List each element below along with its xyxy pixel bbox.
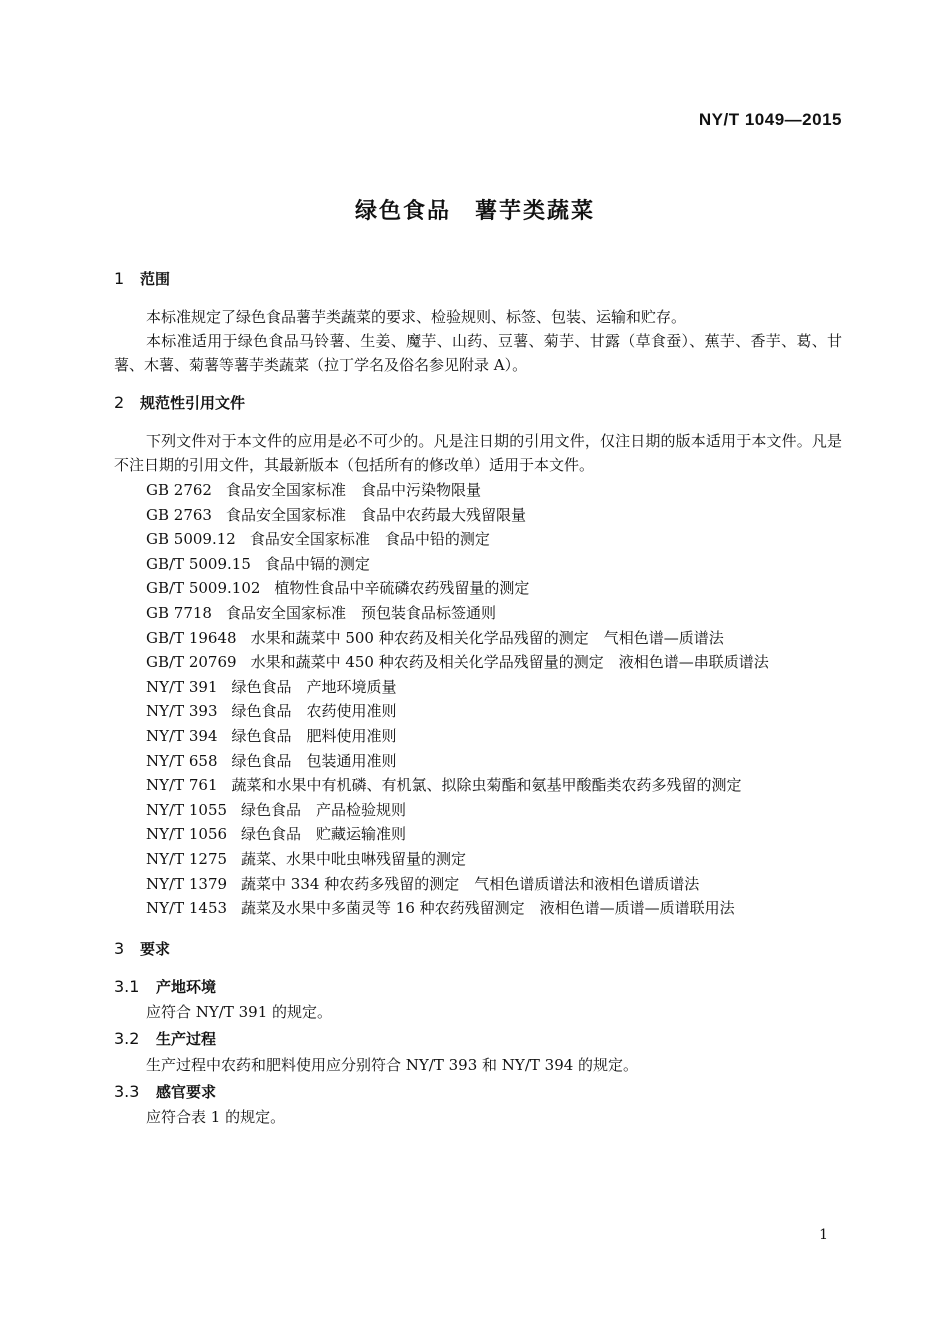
reference-item bbox=[146, 576, 769, 601]
reference-code: NY/T 658 bbox=[146, 751, 218, 770]
reference-item bbox=[146, 478, 769, 503]
reference-title: 绿色食品 包装通用准则 bbox=[231, 751, 397, 770]
references-intro: 下列文件对于本文件的应用是必不可少的。凡是注日期的引用文件，仅注日期的版本适用于本文件。凡是不注日期的引用文件，其最新版本（包括所有的修改单）适用于本文件。 bbox=[114, 432, 842, 474]
reference-item bbox=[146, 675, 769, 700]
reference-title: 食品安全国家标准 预包装食品标签通则 bbox=[225, 603, 496, 622]
page-number: 1 bbox=[819, 1227, 828, 1243]
subsection-number: 3.1 bbox=[114, 977, 140, 996]
reference-code: NY/T 1056 bbox=[146, 825, 228, 844]
reference-item bbox=[146, 749, 769, 774]
reference-item bbox=[146, 847, 769, 872]
reference-code: GB 7718 bbox=[146, 603, 212, 622]
section-2-heading bbox=[114, 392, 245, 413]
reference-list bbox=[146, 478, 769, 921]
reference-title: 食品中镉的测定 bbox=[264, 554, 370, 573]
subsection-number: 3.3 bbox=[114, 1082, 140, 1101]
reference-item bbox=[146, 822, 769, 847]
section-title: 要求 bbox=[140, 940, 171, 958]
reference-code: NY/T 1055 bbox=[146, 800, 228, 819]
reference-title: 绿色食品 产品检验规则 bbox=[241, 800, 407, 819]
reference-title: 绿色食品 肥料使用准则 bbox=[231, 726, 397, 745]
section-number: 3 bbox=[114, 939, 125, 958]
reference-title: 水果和蔬菜中 450 种农药及相关化学品残留量的测定 液相色谱—串联质谱法 bbox=[250, 653, 769, 672]
reference-item bbox=[146, 527, 769, 552]
reference-item bbox=[146, 773, 769, 798]
reference-title: 绿色食品 产地环境质量 bbox=[231, 677, 397, 696]
reference-title: 蔬菜、水果中吡虫啉残留量的测定 bbox=[241, 849, 467, 868]
reference-item bbox=[146, 601, 769, 626]
reference-item bbox=[146, 503, 769, 528]
reference-item bbox=[146, 650, 769, 675]
reference-title: 绿色食品 农药使用准则 bbox=[231, 702, 397, 721]
reference-title: 蔬菜及水果中多菌灵等 16 种农药残留测定 液相色谱—质谱—质谱联用法 bbox=[241, 899, 735, 918]
reference-title: 蔬菜和水果中有机磷、有机氯、拟除虫菊酯和氨基甲酸酯类农药多残留的测定 bbox=[231, 776, 742, 795]
document-title: 绿色食品 薯芋类蔬菜 bbox=[354, 199, 595, 224]
section-number: 2 bbox=[114, 393, 125, 412]
standard-code: NY/T 1049—2015 bbox=[698, 110, 842, 129]
scope-paragraph-2: 本标准适用于绿色食品马铃薯、生姜、魔芋、山药、豆薯、菊芋、甘露（草食蚕）、蕉芋、香芋、葛、甘薯、木薯、菊薯等薯芋类蔬菜（拉丁学名及俗名参见附录 A）。 bbox=[114, 332, 842, 374]
section-number: 1 bbox=[114, 269, 125, 288]
scope-paragraph-1: 本标准规定了绿色食品薯芋类蔬菜的要求、检验规则、标签、包装、运输和贮存。 bbox=[146, 308, 687, 326]
reference-title: 食品安全国家标准 食品中铅的测定 bbox=[249, 530, 490, 549]
subsection-3-3-text: 应符合表 1 的规定。 bbox=[146, 1108, 286, 1126]
subsection-3-3-heading bbox=[114, 1081, 216, 1102]
reference-title: 食品安全国家标准 食品中农药最大残留限量 bbox=[225, 505, 526, 524]
reference-item bbox=[146, 798, 769, 823]
reference-code: NY/T 393 bbox=[146, 702, 218, 721]
subsection-title: 产地环境 bbox=[156, 978, 217, 996]
section-3-heading bbox=[114, 938, 170, 959]
reference-item bbox=[146, 724, 769, 749]
reference-item bbox=[146, 872, 769, 897]
reference-title: 绿色食品 贮藏运输准则 bbox=[241, 825, 407, 844]
reference-title: 食品安全国家标准 食品中污染物限量 bbox=[225, 481, 481, 499]
reference-title: 蔬菜中 334 种农药多残留的测定 气相色谱质谱法和液相色谱质谱法 bbox=[241, 874, 700, 893]
subsection-title: 生产过程 bbox=[156, 1030, 217, 1048]
reference-title: 植物性食品中辛硫磷农药残留量的测定 bbox=[274, 579, 530, 598]
section-title: 规范性引用文件 bbox=[140, 394, 246, 412]
subsection-title: 感官要求 bbox=[156, 1083, 217, 1101]
reference-code: GB 5009.12 bbox=[146, 530, 236, 549]
subsection-3-2-heading bbox=[114, 1028, 216, 1049]
reference-code: GB/T 20769 bbox=[146, 653, 237, 672]
subsection-3-2-text: 生产过程中农药和肥料使用应分别符合 NY/T 393 和 NY/T 394 的规定。 bbox=[146, 1056, 639, 1074]
subsection-number: 3.2 bbox=[114, 1029, 140, 1048]
reference-code: GB/T 5009.102 bbox=[146, 579, 261, 598]
reference-code: NY/T 1453 bbox=[146, 899, 228, 918]
reference-item bbox=[146, 896, 769, 921]
reference-code: NY/T 1275 bbox=[146, 849, 228, 868]
reference-code: NY/T 761 bbox=[146, 776, 218, 795]
reference-code: NY/T 1379 bbox=[146, 874, 228, 893]
reference-item bbox=[146, 699, 769, 724]
reference-item bbox=[146, 552, 769, 577]
reference-code: GB/T 5009.15 bbox=[146, 554, 251, 573]
reference-code: GB 2762 bbox=[146, 481, 212, 499]
reference-code: NY/T 394 bbox=[146, 726, 218, 745]
reference-item bbox=[146, 626, 769, 651]
section-title: 范围 bbox=[140, 270, 171, 288]
subsection-3-1-text: 应符合 NY/T 391 的规定。 bbox=[146, 1003, 333, 1021]
subsection-3-1-heading bbox=[114, 976, 216, 997]
reference-code: NY/T 391 bbox=[146, 677, 218, 696]
reference-title: 水果和蔬菜中 500 种农药及相关化学品残留的测定 气相色谱—质谱法 bbox=[250, 628, 724, 647]
section-1-heading bbox=[114, 268, 170, 289]
reference-code: GB 2763 bbox=[146, 505, 212, 524]
reference-code: GB/T 19648 bbox=[146, 628, 237, 647]
